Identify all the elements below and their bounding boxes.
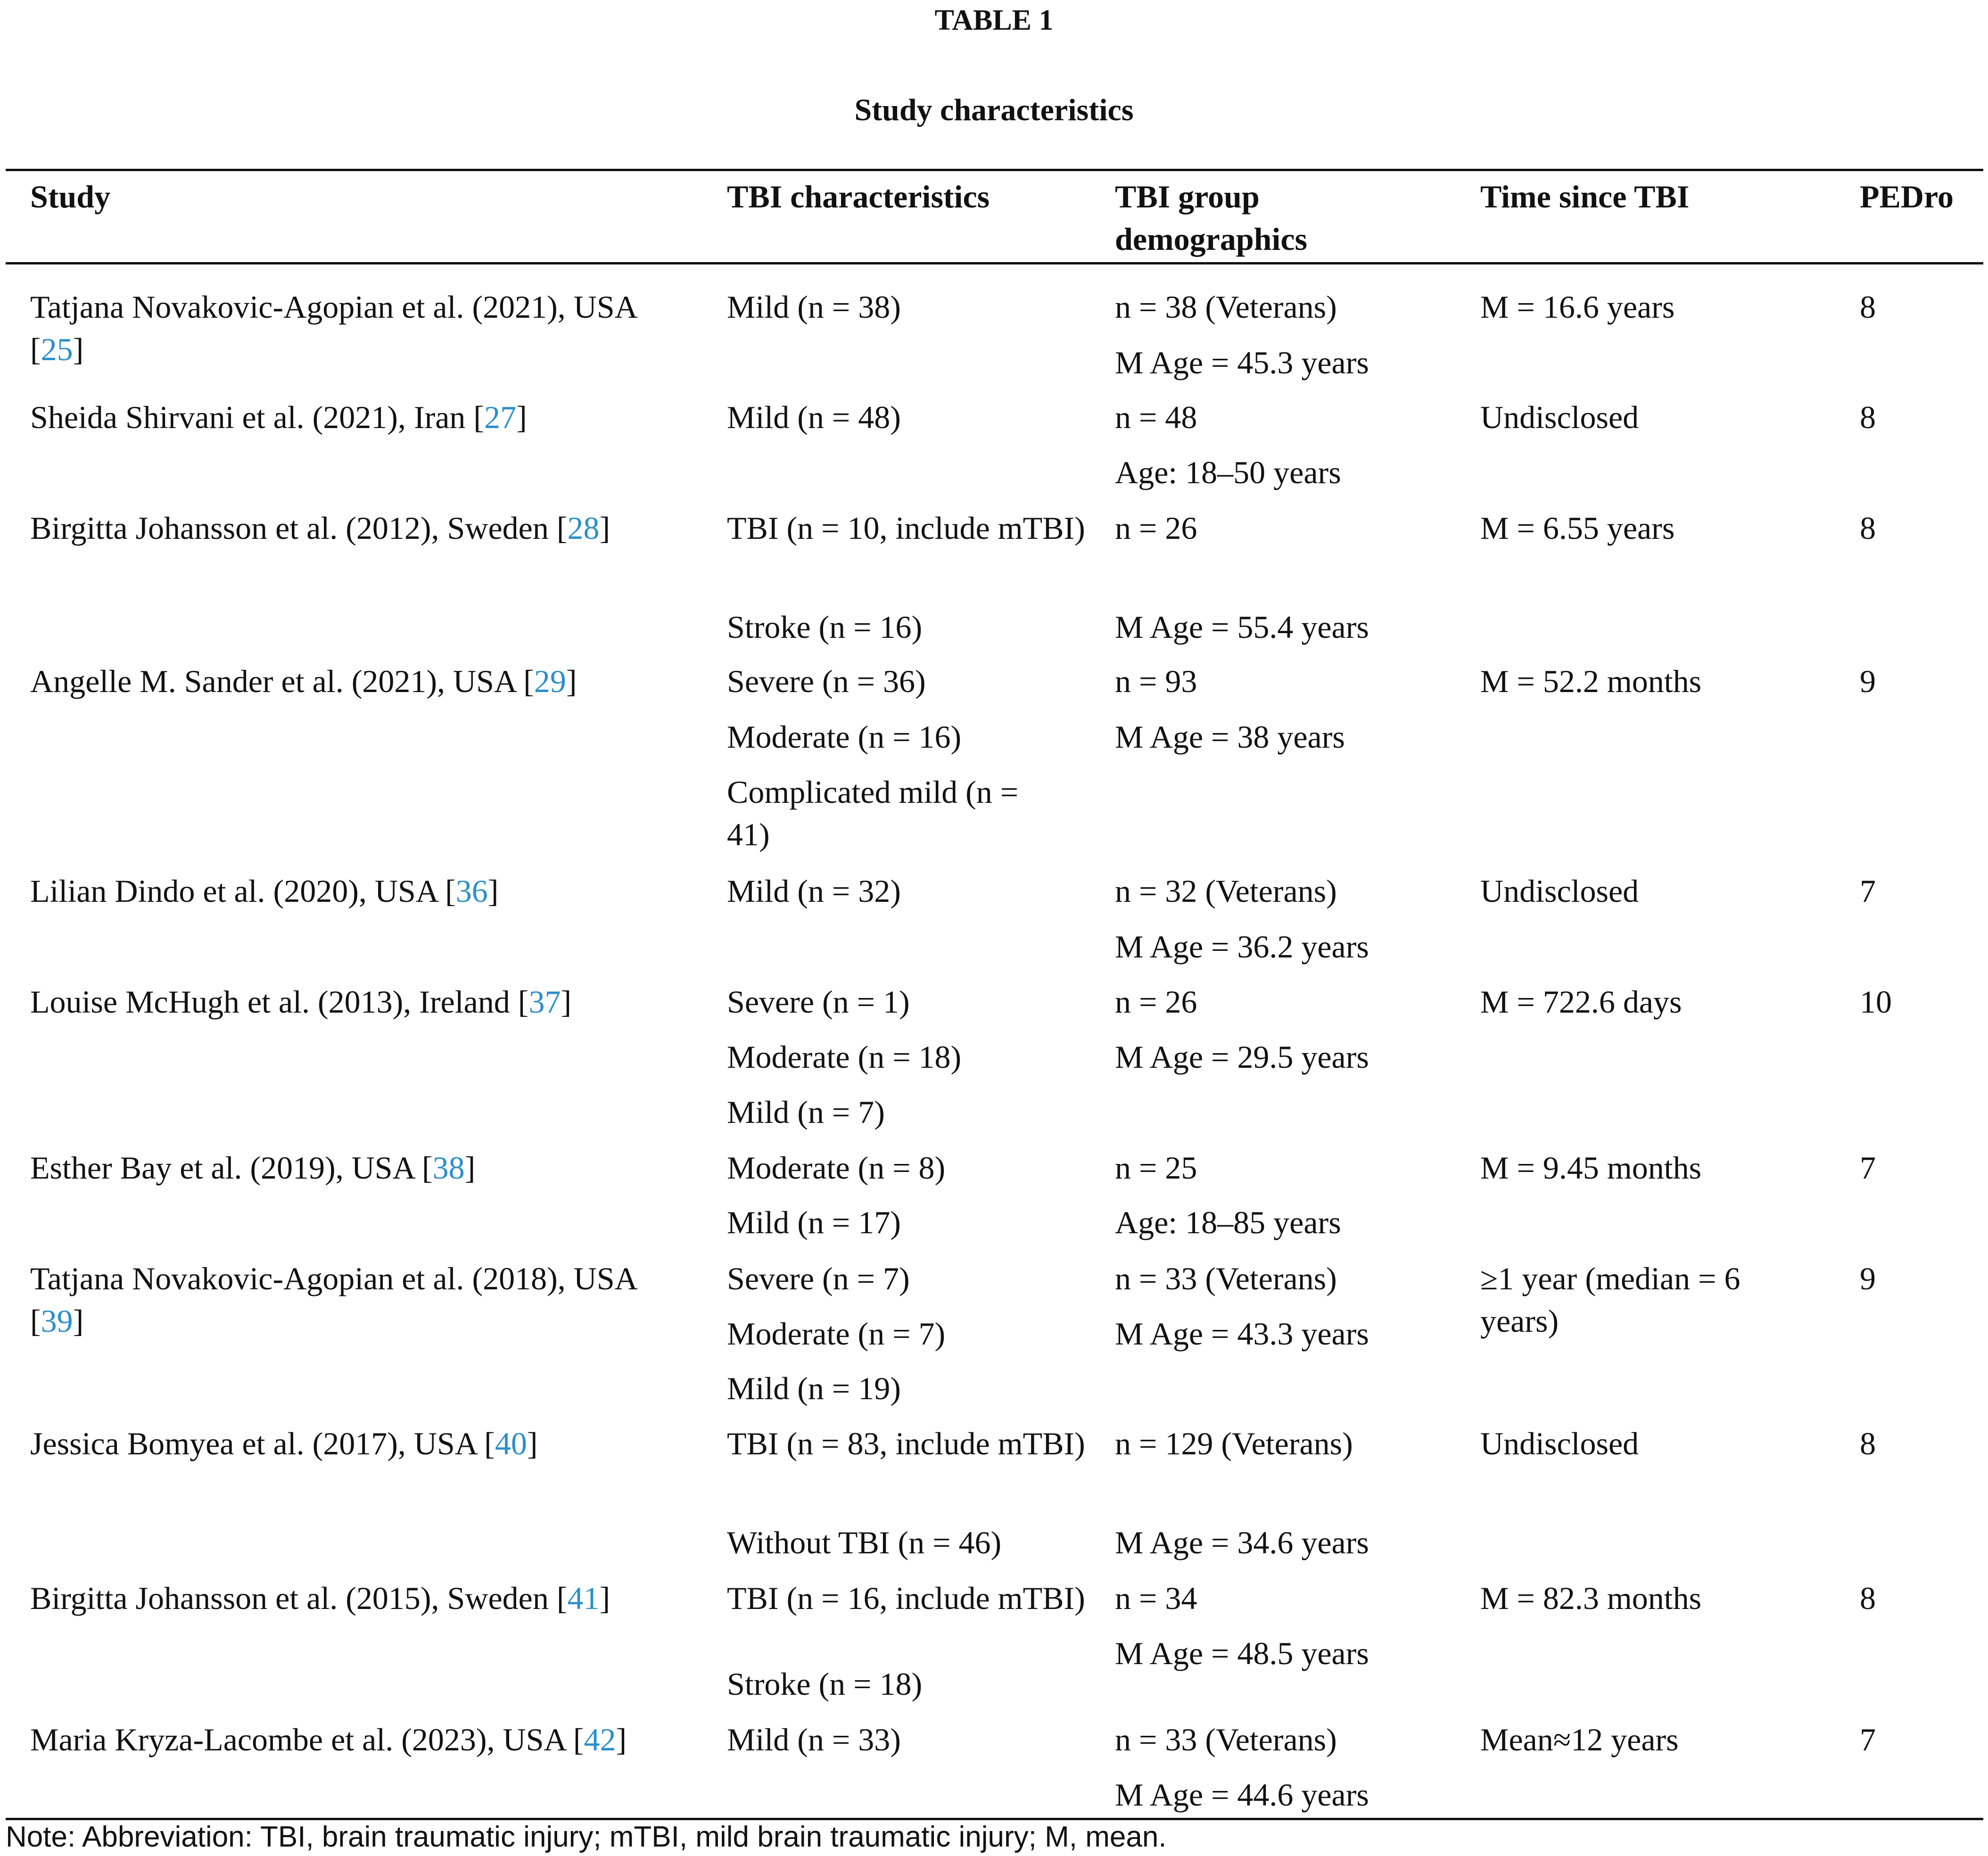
cell-tbi: Mild (n = 48): [727, 399, 901, 435]
cell-pedro: 8: [1860, 1580, 1876, 1616]
cell-time: M = 722.6 days: [1480, 984, 1682, 1020]
cell-demographics: M Age = 38 years: [1115, 719, 1345, 755]
cell-demographics: n = 38 (Veterans): [1115, 289, 1337, 325]
cell-demographics: M Age = 29.5 years: [1115, 1039, 1369, 1075]
cell-study: Birgitta Johansson et al. (2012), Sweden [28]: [30, 510, 610, 546]
cell-tbi: Stroke (n = 18): [727, 1666, 923, 1702]
reference-link[interactable]: 27: [484, 399, 517, 435]
cell-demographics: n = 48: [1115, 399, 1197, 435]
cell-tbi: TBI (n = 83, include mTBI): [727, 1426, 1085, 1461]
table-note: Note: Abbreviation: TBI, brain traumatic injury; mTBI, mild brain traumatic injury; M, mean.: [6, 1821, 1167, 1853]
reference-link[interactable]: 39: [41, 1303, 73, 1339]
cell-study: Tatjana Novakovic-Agopian et al. (2018), USA [39]: [30, 1261, 644, 1339]
cell-study: Maria Kryza-Lacombe et al. (2023), USA [42]: [30, 1722, 627, 1757]
cell-demographics: n = 33 (Veterans): [1115, 1722, 1337, 1757]
cell-time: Mean≈12 years: [1480, 1722, 1679, 1757]
cell-pedro: 8: [1860, 510, 1876, 546]
cell-demographics: n = 26: [1115, 984, 1197, 1020]
cell-pedro: 9: [1860, 1261, 1876, 1296]
cell-demographics: M Age = 44.6 years: [1115, 1777, 1369, 1813]
cell-tbi: Mild (n = 7): [727, 1094, 885, 1130]
cell-pedro: 8: [1860, 399, 1876, 435]
top-rule: [6, 169, 1983, 171]
cell-demographics: Age: 18–50 years: [1115, 454, 1341, 490]
cell-tbi: Stroke (n = 16): [727, 609, 923, 645]
reference-link[interactable]: 37: [528, 984, 561, 1020]
cell-time: M = 6.55 years: [1480, 510, 1675, 546]
cell-demographics: n = 26: [1115, 510, 1197, 546]
cell-tbi: Moderate (n = 8): [727, 1150, 946, 1186]
cell-tbi: Severe (n = 1): [727, 984, 910, 1020]
cell-study: Tatjana Novakovic-Agopian et al. (2021), USA [25]: [30, 289, 644, 367]
reference-link[interactable]: 41: [567, 1580, 600, 1616]
cell-pedro: 7: [1860, 1150, 1876, 1186]
cell-demographics: n = 32 (Veterans): [1115, 873, 1337, 909]
cell-tbi: Moderate (n = 7): [727, 1316, 946, 1352]
reference-link[interactable]: 40: [495, 1426, 527, 1461]
cell-demographics: n = 129 (Veterans): [1115, 1426, 1353, 1461]
bottom-rule: [6, 1818, 1983, 1820]
cell-demographics: Age: 18–85 years: [1115, 1204, 1341, 1240]
cell-tbi: Moderate (n = 16): [727, 719, 962, 755]
cell-study: Angelle M. Sander et al. (2021), USA [29]: [30, 663, 577, 699]
cell-tbi: Mild (n = 32): [727, 873, 901, 909]
cell-pedro: 8: [1860, 289, 1876, 325]
reference-link[interactable]: 38: [432, 1150, 465, 1186]
cell-demographics: n = 34: [1115, 1580, 1197, 1616]
cell-pedro: 7: [1860, 1722, 1876, 1757]
cell-time: Undisclosed: [1480, 399, 1639, 435]
cell-demographics: M Age = 34.6 years: [1115, 1525, 1369, 1560]
reference-link[interactable]: 28: [567, 510, 600, 546]
cell-tbi: TBI (n = 16, include mTBI): [727, 1580, 1085, 1616]
cell-time: ≥1 year (median = 6 years): [1480, 1261, 1749, 1339]
cell-time: M = 52.2 months: [1480, 663, 1702, 699]
table-caption: Study characteristics: [854, 93, 1134, 127]
cell-tbi: Mild (n = 17): [727, 1204, 901, 1240]
cell-tbi: TBI (n = 10, include mTBI): [727, 510, 1085, 546]
cell-time: M = 9.45 months: [1480, 1150, 1702, 1186]
cell-demographics: M Age = 43.3 years: [1115, 1316, 1369, 1352]
cell-tbi: Mild (n = 33): [727, 1722, 901, 1757]
cell-tbi: Severe (n = 36): [727, 663, 926, 699]
reference-link[interactable]: 36: [455, 873, 488, 909]
cell-demographics: n = 33 (Veterans): [1115, 1261, 1337, 1296]
reference-link[interactable]: 42: [584, 1722, 616, 1757]
cell-study: Birgitta Johansson et al. (2015), Sweden [41]: [30, 1580, 610, 1616]
cell-demographics: n = 93: [1115, 663, 1197, 699]
header-tbi-group-demographics: TBI group demographics: [1115, 179, 1307, 257]
cell-pedro: 8: [1860, 1426, 1876, 1461]
cell-pedro: 10: [1860, 984, 1892, 1020]
header-study: Study: [30, 179, 111, 214]
cell-demographics: M Age = 45.3 years: [1115, 345, 1369, 380]
cell-study: Lilian Dindo et al. (2020), USA [36]: [30, 873, 499, 909]
header-tbi-characteristics: TBI characteristics: [727, 179, 990, 214]
cell-tbi: Mild (n = 19): [727, 1370, 901, 1406]
cell-pedro: 9: [1860, 663, 1876, 699]
header-rule: [6, 262, 1983, 264]
cell-tbi: Severe (n = 7): [727, 1261, 910, 1296]
cell-study: Louise McHugh et al. (2013), Ireland [37]: [30, 984, 572, 1020]
cell-demographics: M Age = 48.5 years: [1115, 1635, 1369, 1671]
cell-time: M = 16.6 years: [1480, 289, 1675, 325]
cell-tbi: Moderate (n = 18): [727, 1039, 962, 1075]
cell-pedro: 7: [1860, 873, 1876, 909]
header-pedro: PEDro: [1860, 179, 1954, 214]
cell-study: Jessica Bomyea et al. (2017), USA [40]: [30, 1426, 538, 1461]
cell-time: M = 82.3 months: [1480, 1580, 1702, 1616]
cell-time: Undisclosed: [1480, 1426, 1639, 1461]
reference-link[interactable]: 25: [41, 331, 73, 367]
cell-tbi: Complicated mild (n = 41): [727, 774, 1027, 852]
cell-study: Sheida Shirvani et al. (2021), Iran [27]: [30, 399, 527, 435]
reference-link[interactable]: 29: [534, 663, 566, 699]
header-time-since-tbi: Time since TBI: [1480, 179, 1690, 214]
cell-study: Esther Bay et al. (2019), USA [38]: [30, 1150, 476, 1186]
cell-time: Undisclosed: [1480, 873, 1639, 909]
cell-demographics: M Age = 36.2 years: [1115, 929, 1369, 965]
cell-tbi: Without TBI (n = 46): [727, 1525, 1002, 1560]
cell-demographics: n = 25: [1115, 1150, 1197, 1186]
cell-tbi: Mild (n = 38): [727, 289, 901, 325]
table-label: TABLE 1: [934, 4, 1054, 36]
cell-demographics: M Age = 55.4 years: [1115, 609, 1369, 645]
